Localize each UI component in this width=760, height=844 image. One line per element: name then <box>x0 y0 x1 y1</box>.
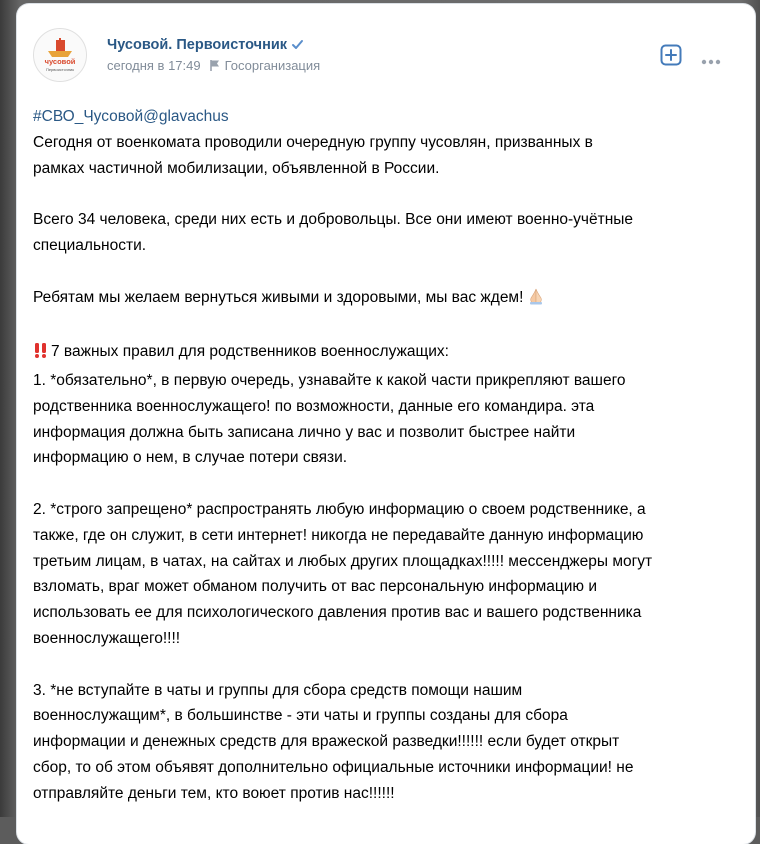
post-text <box>33 104 733 807</box>
double-exclamation-emoji <box>33 342 49 368</box>
post-line-text: 7 важных правил для родственников военнослужащих: <box>51 343 449 361</box>
post-line-with-emoji <box>33 339 733 368</box>
author-name[interactable]: Чусовой. Первоисточник <box>107 37 288 53</box>
post-card <box>17 4 755 844</box>
post-line: информация должна быть записана лично у вас и позволит быстрее найти <box>33 423 576 441</box>
folded-hands-emoji <box>527 287 545 314</box>
post-line: Всего 34 человека, среди них есть и добровольцы. Все они имеют военно-учётные <box>33 211 634 229</box>
add-square-icon[interactable] <box>660 44 682 66</box>
paragraph-gap <box>33 313 733 339</box>
paragraph-gap <box>33 471 733 497</box>
more-dots-icon[interactable] <box>701 52 721 58</box>
post-line: родственника военнослужащего! по возможности, данные его командира. эта <box>33 397 595 415</box>
post-line: специальности. <box>33 236 147 254</box>
post-line: военнослужащим*, в большинстве - эти чаты и группы созданы для сбора <box>33 707 568 725</box>
flag-icon <box>209 59 221 75</box>
post-line: 2. *строго запрещено* распространять любую информацию о своем родственнике, а <box>33 500 646 518</box>
post-line: 3. *не вступайте в чаты и группы для сбора средств помощи нашим <box>33 681 523 699</box>
verified-check-icon <box>291 38 304 55</box>
post-meta <box>107 58 320 75</box>
post-line: военнослужащего!!!! <box>33 629 181 647</box>
paragraph-gap <box>33 652 733 678</box>
post-line: взломать, враг может обманом получить от вас персональную информацию и <box>33 578 597 596</box>
post-line: третьим лицам, в чатах, на сайтах и любых других площадках!!!!! мессенджеры могут <box>33 552 653 570</box>
avatar-logo-text: чусовой <box>44 57 76 66</box>
post-header <box>17 4 755 94</box>
post-line: Сегодня от военкомата проводили очередную группу чусовлян, призванных в <box>33 133 593 151</box>
post-line: сбор, то об этом объявят дополнительно официальные источники информации! не <box>33 758 634 776</box>
post-line: информацию о нем, в случае потери связи. <box>33 449 348 467</box>
post-time[interactable]: сегодня в 17:49 <box>107 58 201 73</box>
author-type: Госорганизация <box>224 58 321 73</box>
post-line-text: Ребятам мы желаем вернуться живыми и здоровыми, мы вас ждем! <box>33 288 524 306</box>
post-line-with-emoji <box>33 285 733 314</box>
avatar-logo-subtext: Первоисточник <box>45 67 75 72</box>
post-line: отправляйте деньги тем, кто воюет против нас!!!!!! <box>33 784 395 802</box>
post-line: использовать ее для психологического давления против вас и вашего родственника <box>33 604 642 622</box>
author-line <box>107 37 304 55</box>
paragraph-gap <box>33 259 733 285</box>
post-line: также, где он служит, в сети интернет! никогда не передавайте данную информацию <box>33 526 644 544</box>
hashtag-link[interactable]: #СВО_Чусовой@glavachus <box>33 108 229 125</box>
paragraph-gap <box>33 181 733 207</box>
post-line: 1. *обязательно*, в первую очередь, узнавайте к какой части прикрепляют вашего <box>33 371 626 389</box>
post-line: рамках частичной мобилизации, объявленной в России. <box>33 159 440 177</box>
post-line: информации и денежных средств для вражеской разведки!!!!!! если будет открыт <box>33 733 620 751</box>
avatar[interactable] <box>33 28 87 82</box>
